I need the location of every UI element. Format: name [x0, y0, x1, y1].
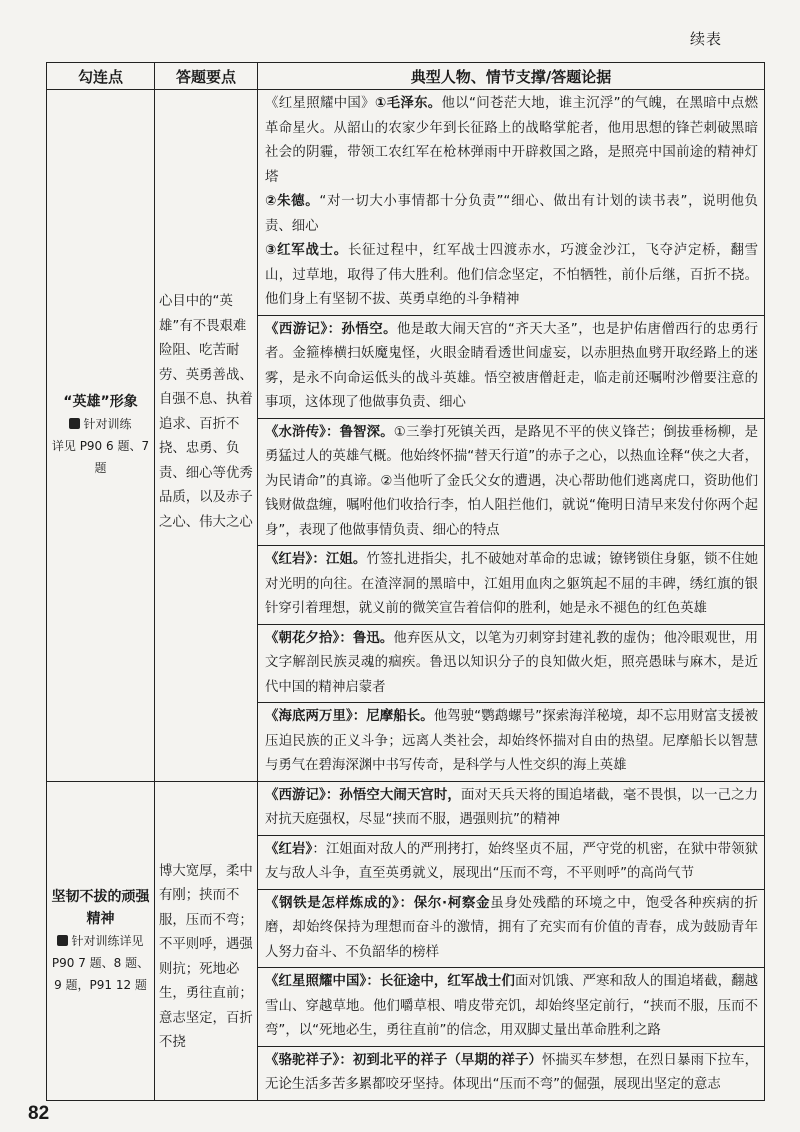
topic-cell	[47, 90, 155, 782]
evidence-cell	[258, 968, 765, 1047]
evidence-cell	[258, 315, 765, 418]
topic-cell	[47, 781, 155, 1100]
topic-ref-label: 针对训练	[83, 417, 132, 432]
continuation-label: 续表	[690, 30, 723, 48]
evidence-cell	[258, 1046, 765, 1100]
item-text: 江姐面对敌人的严刑拷打，始终坚贞不屈，严守党的机密，在狱中带领狱友与敌人斗争，直至英勇就义，展现出“压而不弯，不平则呼”的高尚气节	[265, 841, 759, 881]
evidence-cell	[258, 889, 765, 968]
evidence-cell	[258, 624, 765, 703]
item-text: 竹签扎进指尖，扎不破她对革命的忠诚；镣铐锁住身躯，锁不住她对光明的向往。在渣滓洞的黑暗中，江姐用血肉之躯筑起不屈的丰碑，绣红旗的银针穿引着理想，就义前的微笑宣告着信仰的胜利，她是永不褪色的红色英雄	[265, 552, 759, 616]
topic-ref-detail: 详见 P90 6 题、7 题	[51, 439, 150, 476]
item-lead: ：	[312, 841, 326, 857]
item-text: 他驾驶“鹦鹉螺号”探索海洋秘境，却不忘用财富支援被压迫民族的正义斗争；远离人类社会，却始终怀揣对自由的热望。尼摩船长以智慧与勇气在碧海深渊中书写传奇，是科学与人性交织的海上英雄	[265, 709, 758, 773]
topic-ref-label: 针对训练详见	[71, 933, 144, 948]
topic-ref-detail: P90 7 题、8 题、9 题，P91 12 题	[51, 955, 150, 992]
book-title: 《水浒传》	[265, 424, 327, 440]
book-title: 《红星照耀中国》	[265, 974, 367, 989]
evidence-cell	[258, 781, 765, 835]
item-text: 他以“问苍茫大地，谁主沉浮”的气魄，在黑暗中点燃革命星火。从韶山的农家少年到长征路上的战略掌舵者，他用思想的锋芒刺破黑暗社会的阴霾，带领工农红军在枪林弹雨中开辟救国之路，是照亮中国前途的精神灯塔	[265, 96, 758, 185]
header-link-point: 勾连点	[47, 63, 155, 90]
book-title: 《红星照耀中国》	[265, 96, 375, 111]
item-text: 长征过程中，红军战士四渡赤水，巧渡金沙江，飞夺泸定桥，翻雪山，过草地，取得了伟大胜利。他们信念坚定，不怕牺牲，前仆后继，百折不挠。他们身上有坚韧不拔、英勇卓绝的斗争精神	[265, 243, 758, 307]
topic-title: 坚韧不拔的顽强精神	[51, 888, 150, 927]
practice-icon	[69, 418, 80, 429]
key-points-cell: 心目中的“英雄”有不畏艰难险阻、吃苦耐劳、英勇善战、自强不息、执着追求、百折不挠、忠勇、负责、细心等优秀品质，以及赤子之心、伟大之心	[155, 90, 258, 782]
evidence-cell	[258, 546, 765, 625]
item-lead: ：初到北平的祥子（早期的祥子）	[339, 1052, 542, 1068]
item-lead: ：鲁迅。	[339, 630, 394, 646]
evidence-cell	[258, 418, 765, 546]
item-text: 怀揣买车梦想，在烈日暴雨下拉车，无论生活多苦多累都咬牙坚持。体现出“压而不弯”的倔强，展现出坚定的意志	[265, 1052, 758, 1092]
topic-title: “英雄”形象	[63, 394, 138, 411]
item-text: ①三拳打死镇关西，是路见不平的侠义锋芒；倒拔垂杨柳，是勇猛过人的英雄气概。他始终怀揣“替天行道”的赤子之心，以热血诠释“侠之大者，为民请命”的真谛。②当他听了金氏父女的遭遇，决心帮助他们逃离虎口，资助他们钱财做盘缠，嘱咐他们收拾行李，怕人阻拦他们，就说“俺明日清早来发付你两个起身”，表现了他做事情负责、细心的特点	[265, 424, 758, 538]
item-text: 他弃医从文，以笔为刃刺穿封建礼教的虚伪；他冷眼观世，用文字解剖民族灵魂的痼疾。鲁迅以知识分子的良知做火炬，照亮愚昧与麻木，是近代中国的精神启蒙者	[265, 630, 759, 695]
item-lead: ：尼摩船长。	[352, 709, 434, 724]
book-title: 《红岩》	[265, 841, 313, 857]
item-lead: ②朱德。	[265, 194, 320, 209]
item-lead: ：江姐。	[312, 552, 367, 567]
table-header-row	[47, 63, 765, 90]
evidence-cell	[258, 90, 765, 316]
book-title: 《骆驼祥子》	[265, 1052, 340, 1068]
item-text: 面对饥饿、严寒和敌人的围追堵截，翻越雪山、穿越草地。他们嚼草根、啃皮带充饥，却始终坚定前行，“挟而不服，压而不弯”，以“死地必生，勇往直前”的信念，用双脚丈量出革命胜利之路	[265, 974, 758, 1038]
book-title: 《朝花夕拾》	[265, 630, 340, 646]
item-text: 他是敢大闹天宫的“齐天大圣”，也是护佑唐僧西行的忠勇行者。金箍棒横扫妖魔鬼怪，火眼金睛看透世间虚妄，以赤胆热血劈开取经路上的迷雾，是永不向命运低头的战斗英雄。悟空被唐僧赶走，临走前还嘱咐沙僧要注意的事项，这体现了他做事负责、细心	[265, 321, 759, 410]
comparison-table	[46, 62, 765, 1101]
table-row	[47, 90, 765, 316]
item-text: 虽身处残酷的环境之中，饱受各种疾病的折磨，却始终保持为理想而奋斗的激情，拥有了充实而有价值的青春，成为鼓励青年人努力奋斗、不负韶华的榜样	[265, 895, 759, 960]
item-lead: ：鲁智深。	[326, 424, 394, 440]
item-lead: ①毛泽东。	[374, 96, 442, 111]
item-lead: ③红军战士。	[265, 243, 348, 258]
evidence-cell	[258, 835, 765, 889]
item-lead: ：保尔·柯察金	[399, 895, 491, 911]
practice-icon	[57, 935, 68, 946]
header-evidence: 典型人物、情节支撑/答题论据	[258, 63, 765, 90]
table-row	[47, 781, 765, 835]
header-key-points: 答题要点	[155, 63, 258, 90]
item-lead: ：长征途中，红军战士们	[366, 974, 515, 989]
book-title: 《西游记》	[265, 321, 328, 337]
key-points-cell: 博大宽厚，柔中有刚；挟而不服，压而不弯；不平则呼，遇强则抗；死地必生，勇往直前；意志坚定，百折不挠	[155, 781, 258, 1100]
page-number: 82	[28, 1103, 50, 1124]
book-title: 《钢铁是怎样炼成的》	[265, 895, 400, 911]
book-title: 《海底两万里》	[265, 709, 353, 724]
evidence-cell	[258, 703, 765, 782]
item-lead: ：孙悟空大闹天宫时，	[325, 787, 461, 803]
item-lead: ：孙悟空。	[327, 321, 397, 337]
item-text: “对一切大小事情都十分负责”“细心、做出有计划的读书表”，说明他负责、细心	[265, 194, 758, 234]
item-text: 面对天兵天将的围追堵截，毫不畏惧，以一己之力对抗天庭强权，尽显“挟而不服，遇强则抗”的精神	[265, 787, 758, 827]
book-title: 《西游记》	[265, 787, 326, 803]
book-title: 《红岩》	[265, 552, 313, 567]
